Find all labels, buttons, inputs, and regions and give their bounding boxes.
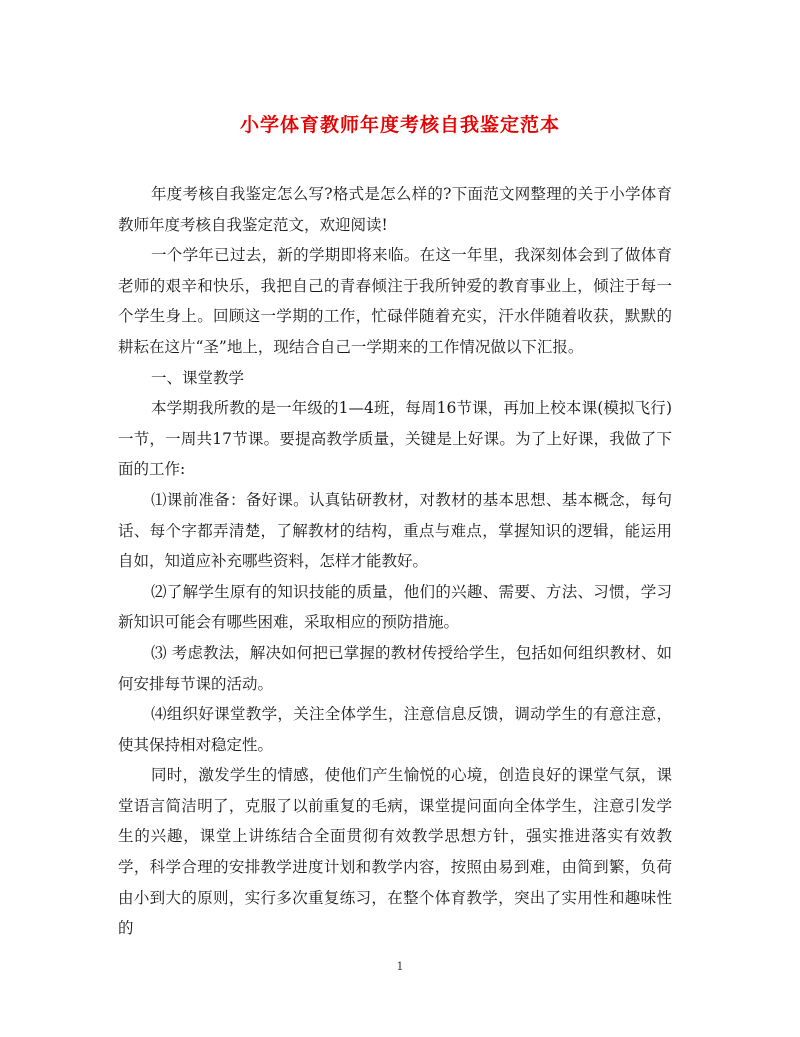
- page-number: 1: [396, 960, 404, 973]
- intro-paragraph: 年度考核自我鉴定怎么写?格式是怎么样的?下面范文网整理的关于小学体育教师年度考核自我鉴定范文，欢迎阅读!: [118, 185, 672, 234]
- document-body: [118, 179, 672, 944]
- list-item-lesson-prep: ⑴课前准备：备好课。认真钻研教材，对教材的基本思想、基本概念，每句话、每个字都弄清楚，了解教材的结构，重点与难点，掌握知识的逻辑，能运用自如，知道应补充哪些资料，怎样才能教好。: [118, 490, 672, 571]
- document-title: 小学体育教师年度考核自我鉴定范本: [239, 114, 560, 136]
- list-item-know-students: ⑵了解学生原有的知识技能的质量，他们的兴趣、需要、方法、习惯，学习新知识可能会有哪些困难，采取相应的预防措施。: [118, 582, 672, 632]
- section-heading-classroom-teaching: 一、课堂教学: [151, 368, 245, 387]
- list-item-teaching-method: ⑶ 考虑教法，解决如何把已掌握的教材传授给学生，包括如何组织教材、如何安排每节课的活动。: [118, 643, 672, 693]
- teaching-load-paragraph: 本学期我所教的是一年级的1—4班，每周16节课，再加上校本课(模拟飞行)一节，一周共17节课。要提高教学质量，关键是上好课。为了上好课，我做了下面的工作:: [118, 399, 672, 479]
- closing-paragraph: 同时，激发学生的情感，使他们产生愉悦的心境，创造良好的课堂气氛，课堂语言简洁明了，克服了以前重复的毛病，课堂提问面向全体学生，注意引发学生的兴趣，课堂上讲练结合全面贯彻有效教学思想方针，强实推进落实有效教学，科学合理的安排教学进度计划和教学内容，按照由易到难，由简到繁，负荷由小到大的原则，实行多次重复练习，在整个体育教学，突出了实用性和趣味性的: [118, 766, 672, 938]
- opening-paragraph: 一个学年已过去，新的学期即将来临。在这一年里，我深刻体会到了做体育老师的艰辛和快乐，我把自己的青春倾注于我所钟爱的教育事业上，倾注于每一个学生身上。回顾这一学期的工作，忙碌伴随着充实，汗水伴随着收获，默默的耕耘在这片“圣”地上，现结合自己一学期来的工作情况做以下汇报。: [118, 246, 672, 356]
- list-item-classroom-organization: ⑷组织好课堂教学，关注全体学生，注意信息反馈，调动学生的有意注意，使其保持相对稳定性。: [118, 705, 672, 754]
